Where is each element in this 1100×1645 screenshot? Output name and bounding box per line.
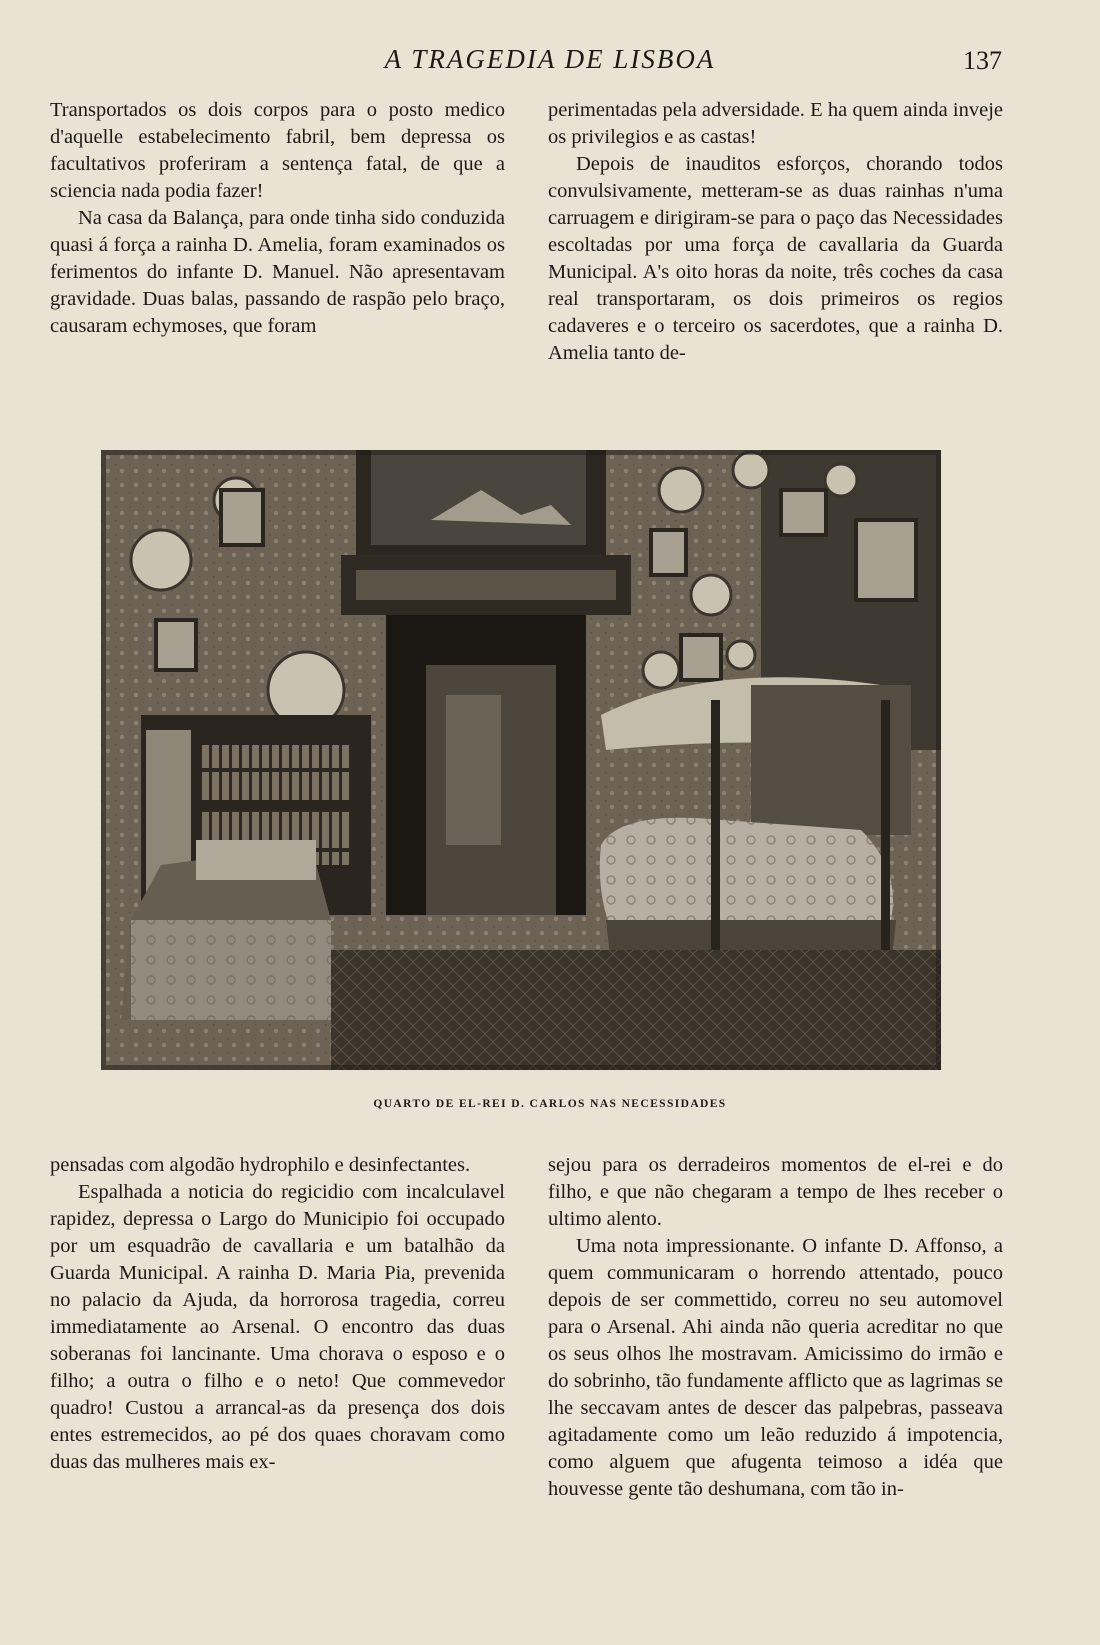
running-head	[0, 40, 1100, 80]
paragraph: Transportados os dois corpos para o posto medico d'aquelle estabelecimento fabril, bem depressa os facultativos proferiram a sentença fatal, de que a sciencia nada podia fazer!	[50, 99, 505, 202]
column-top-left	[50, 97, 505, 340]
column-bottom-left	[50, 1152, 505, 1476]
bedroom-photograph	[101, 450, 941, 1070]
column-top-right	[548, 97, 1003, 367]
bedroom-photograph-illustration	[101, 450, 941, 1070]
paragraph: Na casa da Balança, para onde tinha sido conduzida quasi á força a rainha D. Amelia, foram examinados os ferimentos do infante D. Manuel. Não apresentavam gravidade. Duas balas, passando de raspão pelo braço, causaram echymoses, que foram	[50, 207, 505, 337]
column-bottom-right	[548, 1152, 1003, 1503]
paragraph: Depois de inauditos esforços, chorando todos convulsivamente, metteram-se as duas rainhas n'uma carruagem e dirigiram-se para o paço das Necessidades escoltadas por uma força de cavallaria da Guarda Municipal. A's oito horas da noite, três coches da casa real transportaram, os dois primeiros os regios cadaveres e o terceiro os sacerdotes, que a rainha D. Amelia tanto de-	[548, 153, 1003, 364]
paragraph: perimentadas pela adversidade. E ha quem ainda inveje os privilegios e as castas!	[548, 99, 1003, 148]
paragraph: Uma nota impressionante. O infante D. Affonso, a quem communicaram o horrendo attentado, pouco depois de ser commettido, correu no seu automovel para o Arsenal. Ahi ainda não queria acreditar no que os seus olhos lhe mostravam. Amicissimo do irmão e do sobrinho, tão fundamente afflicto que as lagrimas se lhe seccavam antes de descer das palpebras, passeava agitadamente como um leão reduzido á impotencia, como alguem que afugenta teimoso a idéa que houvesse gente tão deshumana, com tão in-	[548, 1235, 1003, 1500]
photo-caption: QUARTO DE EL-REI D. CARLOS NAS NECESSIDADES	[373, 1098, 727, 1110]
paragraph: pensadas com algodão hydrophilo e desinfectantes.	[50, 1154, 471, 1176]
paragraph: sejou para os derradeiros momentos de el-rei e do filho, e que não chegaram a tempo de lhes receber o ultimo alento.	[548, 1154, 1003, 1230]
page-title: A TRAGEDIA DE LISBOA	[384, 44, 716, 74]
paragraph: Espalhada a noticia do regicidio com incalculavel rapidez, depressa o Largo do Municipio foi occupado por um esquadrão de cavallaria e um batalhão da Guarda Municipal. A rainha D. Maria Pia, prevenida no palacio da Ajuda, da horrorosa tragedia, correu immediatamente ao Arsenal. O encontro das duas soberanas foi lancinante. Uma chorava o esposo e o filho; a outra o filho e o neto! Que commevedor quadro! Custou a arrancal-as da presença dos dois entes estremecidos, ao pé dos quaes choravam como duas das mulheres mais ex-	[50, 1181, 505, 1473]
page-number: 137	[963, 46, 1002, 75]
